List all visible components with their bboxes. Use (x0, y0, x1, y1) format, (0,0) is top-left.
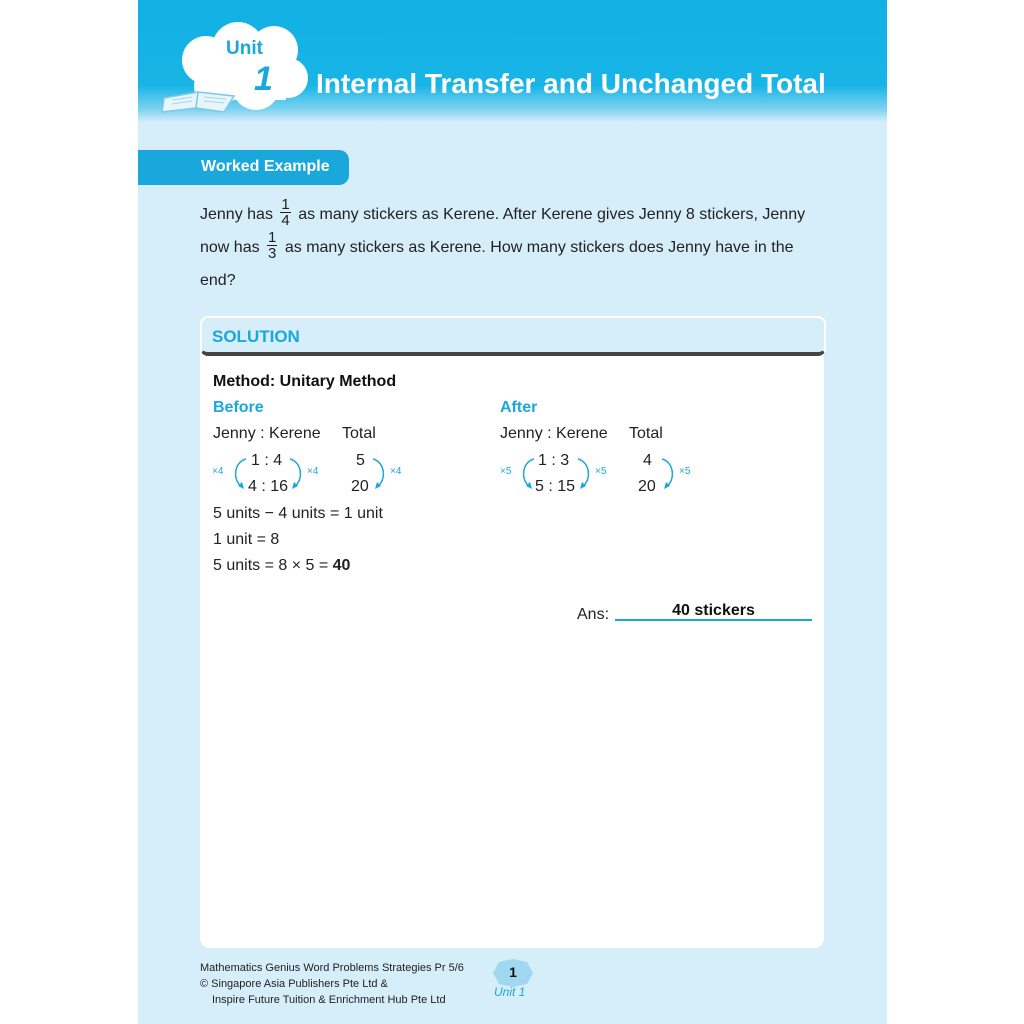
fraction-one-quarter (280, 197, 290, 228)
unit-label: Unit (226, 38, 263, 59)
before-ratio-1: 1 : 4 (251, 452, 283, 469)
footer-copyright-2: Inspire Future Tuition & Enrichment Hub Pte Ltd (212, 994, 446, 1006)
after-total-1: 4 (643, 452, 652, 469)
before-total-2: 20 (351, 478, 369, 495)
question-part-2: as many stickers as Kerene. After Kerene gives Jenny 8 stickers, Jenny now has (200, 206, 806, 256)
after-multiplier-left: ×5 (500, 466, 512, 477)
step-3-prefix: 5 units = 8 × 5 = (213, 557, 329, 574)
answer-value: 40 stickers (672, 602, 755, 619)
before-ratio-header: Jenny : Kerene (213, 425, 321, 442)
unit-header (138, 0, 887, 122)
scale-arrow-icon (574, 456, 596, 492)
scale-arrow-icon (286, 456, 308, 492)
after-total-2: 20 (638, 478, 656, 495)
worked-example-tab: Worked Example (138, 150, 349, 185)
step-3 (213, 557, 350, 575)
before-total-1: 5 (356, 452, 365, 469)
after-heading: After (500, 399, 538, 416)
scale-arrow-icon (228, 456, 250, 492)
step-3-result: 40 (332, 557, 351, 574)
before-multiplier-left: ×4 (212, 466, 224, 477)
page-unit-label: Unit 1 (494, 985, 526, 999)
fraction-numerator: 1 (281, 196, 290, 214)
step-1: 5 units − 4 units = 1 unit (213, 505, 383, 522)
question-part-3: as many stickers as Kerene. How many stickers does Jenny have in the end? (200, 239, 794, 289)
fraction-numerator: 1 (268, 229, 277, 247)
after-multiplier-right: ×5 (679, 466, 691, 477)
fraction-denominator: 3 (268, 245, 277, 263)
footer-credits (200, 960, 464, 1008)
footer-book-title: Mathematics Genius Word Problems Strategies Pr 5/6 (200, 962, 464, 974)
footer-copyright: © Singapore Asia Publishers Pte Ltd & (200, 978, 388, 990)
step-2: 1 unit = 8 (213, 531, 280, 548)
before-multiplier-right: ×4 (390, 466, 402, 477)
before-multiplier-middle: ×4 (307, 466, 319, 477)
before-total-header: Total (342, 425, 376, 442)
answer-label: Ans: (577, 606, 610, 623)
open-book-icon (160, 84, 238, 114)
unit-number: 1 (254, 60, 273, 98)
question-part-1: Jenny has (200, 206, 273, 223)
method-title: Method: Unitary Method (213, 373, 397, 390)
fraction-denominator: 4 (281, 212, 290, 230)
question-text (200, 198, 830, 297)
after-ratio-1: 1 : 3 (538, 452, 570, 469)
after-total-header: Total (629, 425, 663, 442)
page-title: Internal Transfer and Unchanged Total (316, 68, 826, 99)
after-multiplier-middle: ×5 (595, 466, 607, 477)
solution-label: SOLUTION (212, 327, 300, 346)
scale-arrow-icon (369, 456, 391, 492)
after-ratio-header: Jenny : Kerene (500, 425, 608, 442)
before-heading: Before (213, 399, 264, 416)
scale-arrow-icon (516, 456, 538, 492)
after-ratio-2: 5 : 15 (535, 478, 576, 495)
page-number: 1 (509, 964, 517, 980)
worksheet-page (138, 0, 887, 1024)
fraction-one-third (267, 230, 277, 261)
scale-arrow-icon (658, 456, 680, 492)
before-ratio-2: 4 : 16 (248, 478, 289, 495)
